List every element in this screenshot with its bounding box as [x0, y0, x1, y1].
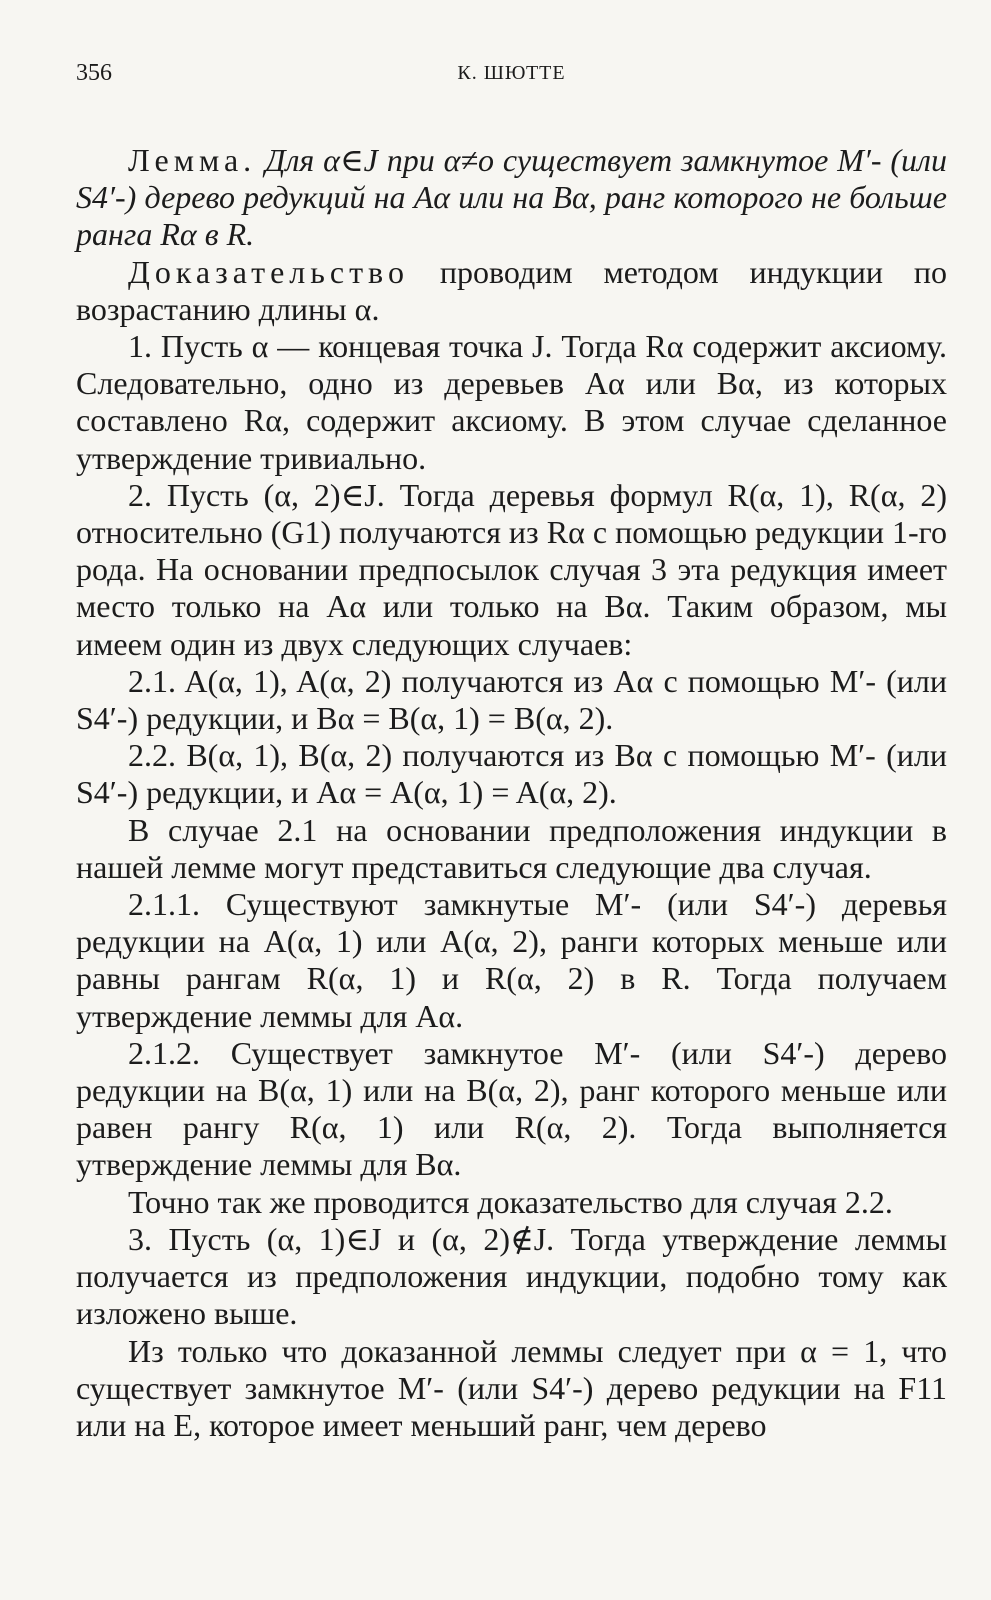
case-3-paragraph: 3. Пусть (α, 1)∈J и (α, 2)∉J. Тогда утверждение леммы получается из предположения индукции, подобно тому как изложено выше.: [76, 1220, 947, 1332]
case-2-1-1-paragraph: 2.1.1. Существуют замкнутые M′- (или S4′-) деревья редукции на A(α, 1) или A(α, 2), ранги которых меньше или равны рангам R(α, 1) и R(α, 2) в R. Тогда получаем утверждение леммы для Aα.: [76, 886, 947, 1034]
lemma-statement: Для α∈J при α≠о существует замкнутое M′- (или S4′-) дерево редукций на Aα или на Bα, ранг которого не больше ранга Rα в R.: [76, 142, 948, 253]
page-text: [76, 142, 947, 1444]
page-header: [76, 52, 947, 92]
case-2-paragraph: 2. Пусть (α, 2)∈J. Тогда деревья формул R(α, 1), R(α, 2) относительно (G1) получаются из Rα с помощью редукции 1-го рода. На основании предпосылок случая 3 эта редукция имеет место только на Aα или только на Bα. Таким образом, мы имеем один из двух следующих случаев:: [76, 476, 947, 662]
case-2-2-proof-paragraph: Точно так же проводится доказательство для случая 2.2.: [128, 1183, 893, 1220]
proof-intro-text: проводим методом индукции по возрастанию длины α.: [76, 253, 948, 327]
case-2-2-paragraph: 2.2. B(α, 1), B(α, 2) получаются из Bα с помощью M′- (или S4′-) редукции, и Aα = A(α, 1) = A(α, 2).: [76, 737, 947, 811]
conclusion-paragraph: Из только что доказанной леммы следует при α = 1, что существует замкнутое M′- (или S4′-) дерево редукции на F11 или на E, которое имеет меньший ранг, чем дерево: [76, 1332, 947, 1443]
page-number: 356: [76, 60, 112, 86]
proof-label: Доказательство: [128, 253, 409, 290]
case-1-paragraph: 1. Пусть α — концевая точка J. Тогда Rα содержит аксиому. Следовательно, одно из деревьев Aα или Bα, из которых составлено Rα, содержит аксиому. В этом случае сделанное утверждение тривиально.: [76, 328, 947, 476]
case-2-1-2-paragraph: 2.1.2. Существует замкнутое M′- (или S4′-) дерево редукции на B(α, 1) или на B(α, 2), ранг которого меньше или равен рангу R(α, 1) или R(α, 2). Тогда выполняется утверждение леммы для Bα.: [76, 1034, 947, 1183]
lemma-paragraph: [76, 142, 947, 254]
case-2-1-paragraph: 2.1. A(α, 1), A(α, 2) получаются из Aα с помощью M′- (или S4′-) редукции, и Bα = B(α, 1) = B(α, 2).: [76, 662, 947, 737]
proof-intro-paragraph: [76, 254, 947, 328]
running-head: К. ШЮТТЕ: [457, 62, 566, 84]
lemma-label: Лемма.: [128, 142, 257, 178]
case-2-1-intro-paragraph: В случае 2.1 на основании предположения индукции в нашей лемме могут представиться следующие два случая.: [76, 811, 947, 885]
